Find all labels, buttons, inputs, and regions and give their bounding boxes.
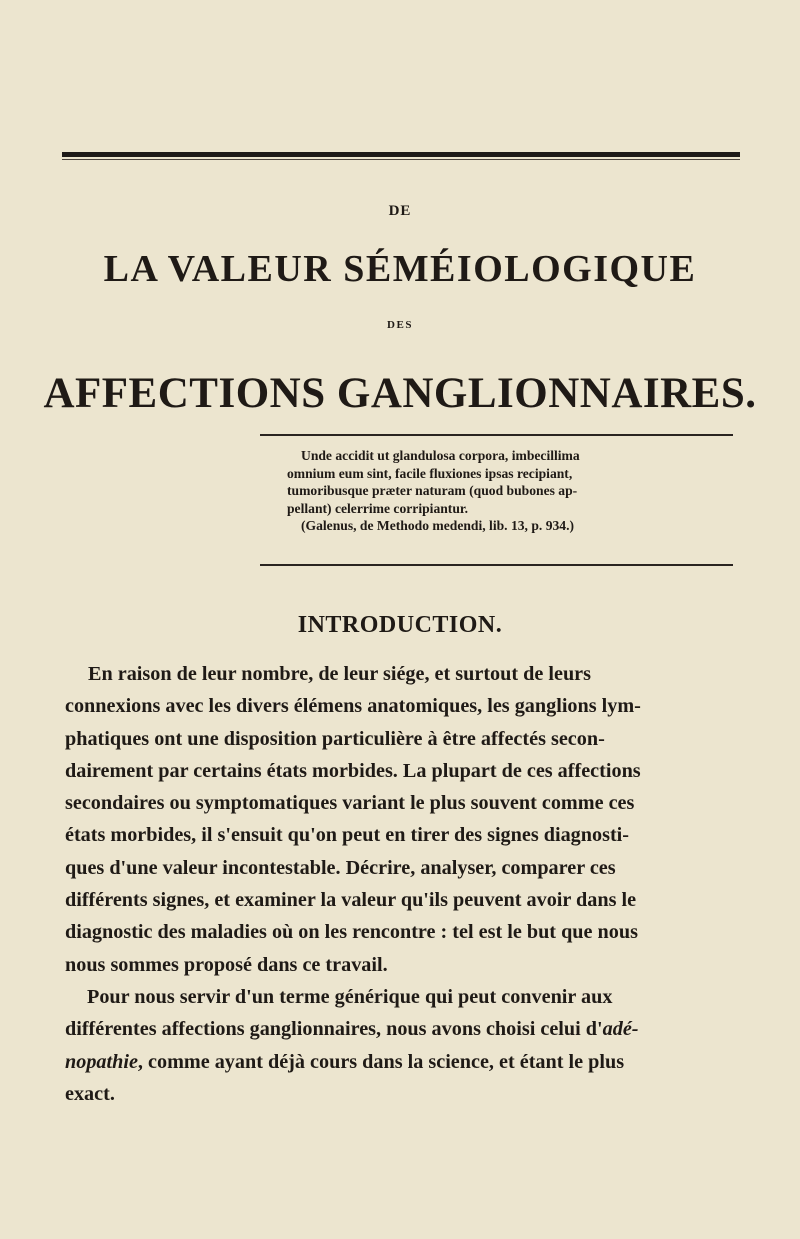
epigraph <box>287 447 733 535</box>
body-line: différents signes, et examiner la valeur qu'ils peuvent avoir dans le <box>65 889 637 912</box>
epigraph-rule-bottom <box>260 564 733 566</box>
body-line: connexions avec les divers élémens anatomiques, les ganglions lym- <box>65 695 641 718</box>
top-rule-thin <box>62 159 740 160</box>
body-line: nous sommes proposé dans ce travail. <box>65 953 388 976</box>
section-heading: INTRODUCTION. <box>297 612 503 638</box>
italic-term: nopathie <box>65 1050 138 1073</box>
epigraph-line: tumoribusque præter naturam (quod bubones ap- <box>287 483 578 498</box>
body-line: ques d'une valeur incontestable. Décrire, analyser, comparer ces <box>65 856 616 879</box>
body-line: secondaires ou symptomatiques variant le plus souvent comme ces <box>65 792 635 815</box>
italic-term: adé- <box>602 1018 639 1041</box>
body-line: En raison de leur nombre, de leur siége, et surtout de leurs <box>88 663 591 685</box>
epigraph-rule-top <box>260 434 733 436</box>
title-connector: DES <box>387 319 413 331</box>
body-line: diagnostic des maladies où on les rencontre : tel est le but que nous <box>65 921 638 944</box>
body-line: Pour nous servir d'un terme générique qui peut convenir aux <box>87 985 613 1008</box>
main-title: LA VALEUR SÉMÉIOLOGIQUE <box>103 248 697 290</box>
epigraph-line: pellant) celerrime corripiantur. <box>287 500 469 516</box>
body-line: états morbides, il s'ensuit qu'on peut en tirer des signes diagnosti- <box>65 824 629 847</box>
epigraph-citation: (Galenus, de Methodo medendi, lib. 13, p. 934.) <box>301 518 575 533</box>
body-line-part: , comme ayant déjà cours dans la science, et étant le plus <box>137 1050 625 1073</box>
body-line: exact. <box>65 1082 115 1105</box>
body-line: phatiques ont une disposition particulière à être affectés secon- <box>65 727 605 750</box>
body-line: dairement par certains états morbides. La plupart de ces affections <box>65 759 641 782</box>
body-line <box>65 1013 735 1045</box>
top-rule-thick <box>62 152 740 157</box>
body-line <box>65 1046 735 1078</box>
body-text <box>65 658 735 1110</box>
title-prefix: DE <box>388 203 412 219</box>
epigraph-line: omnium eum sint, facile fluxiones ipsas recipiant, <box>287 465 573 481</box>
body-line-part: différentes affections ganglionnaires, nous avons choisi celui d' <box>65 1018 603 1041</box>
sub-title: AFFECTIONS GANGLIONNAIRES. <box>43 370 757 417</box>
epigraph-line: Unde accidit ut glandulosa corpora, imbecillima <box>301 448 580 463</box>
